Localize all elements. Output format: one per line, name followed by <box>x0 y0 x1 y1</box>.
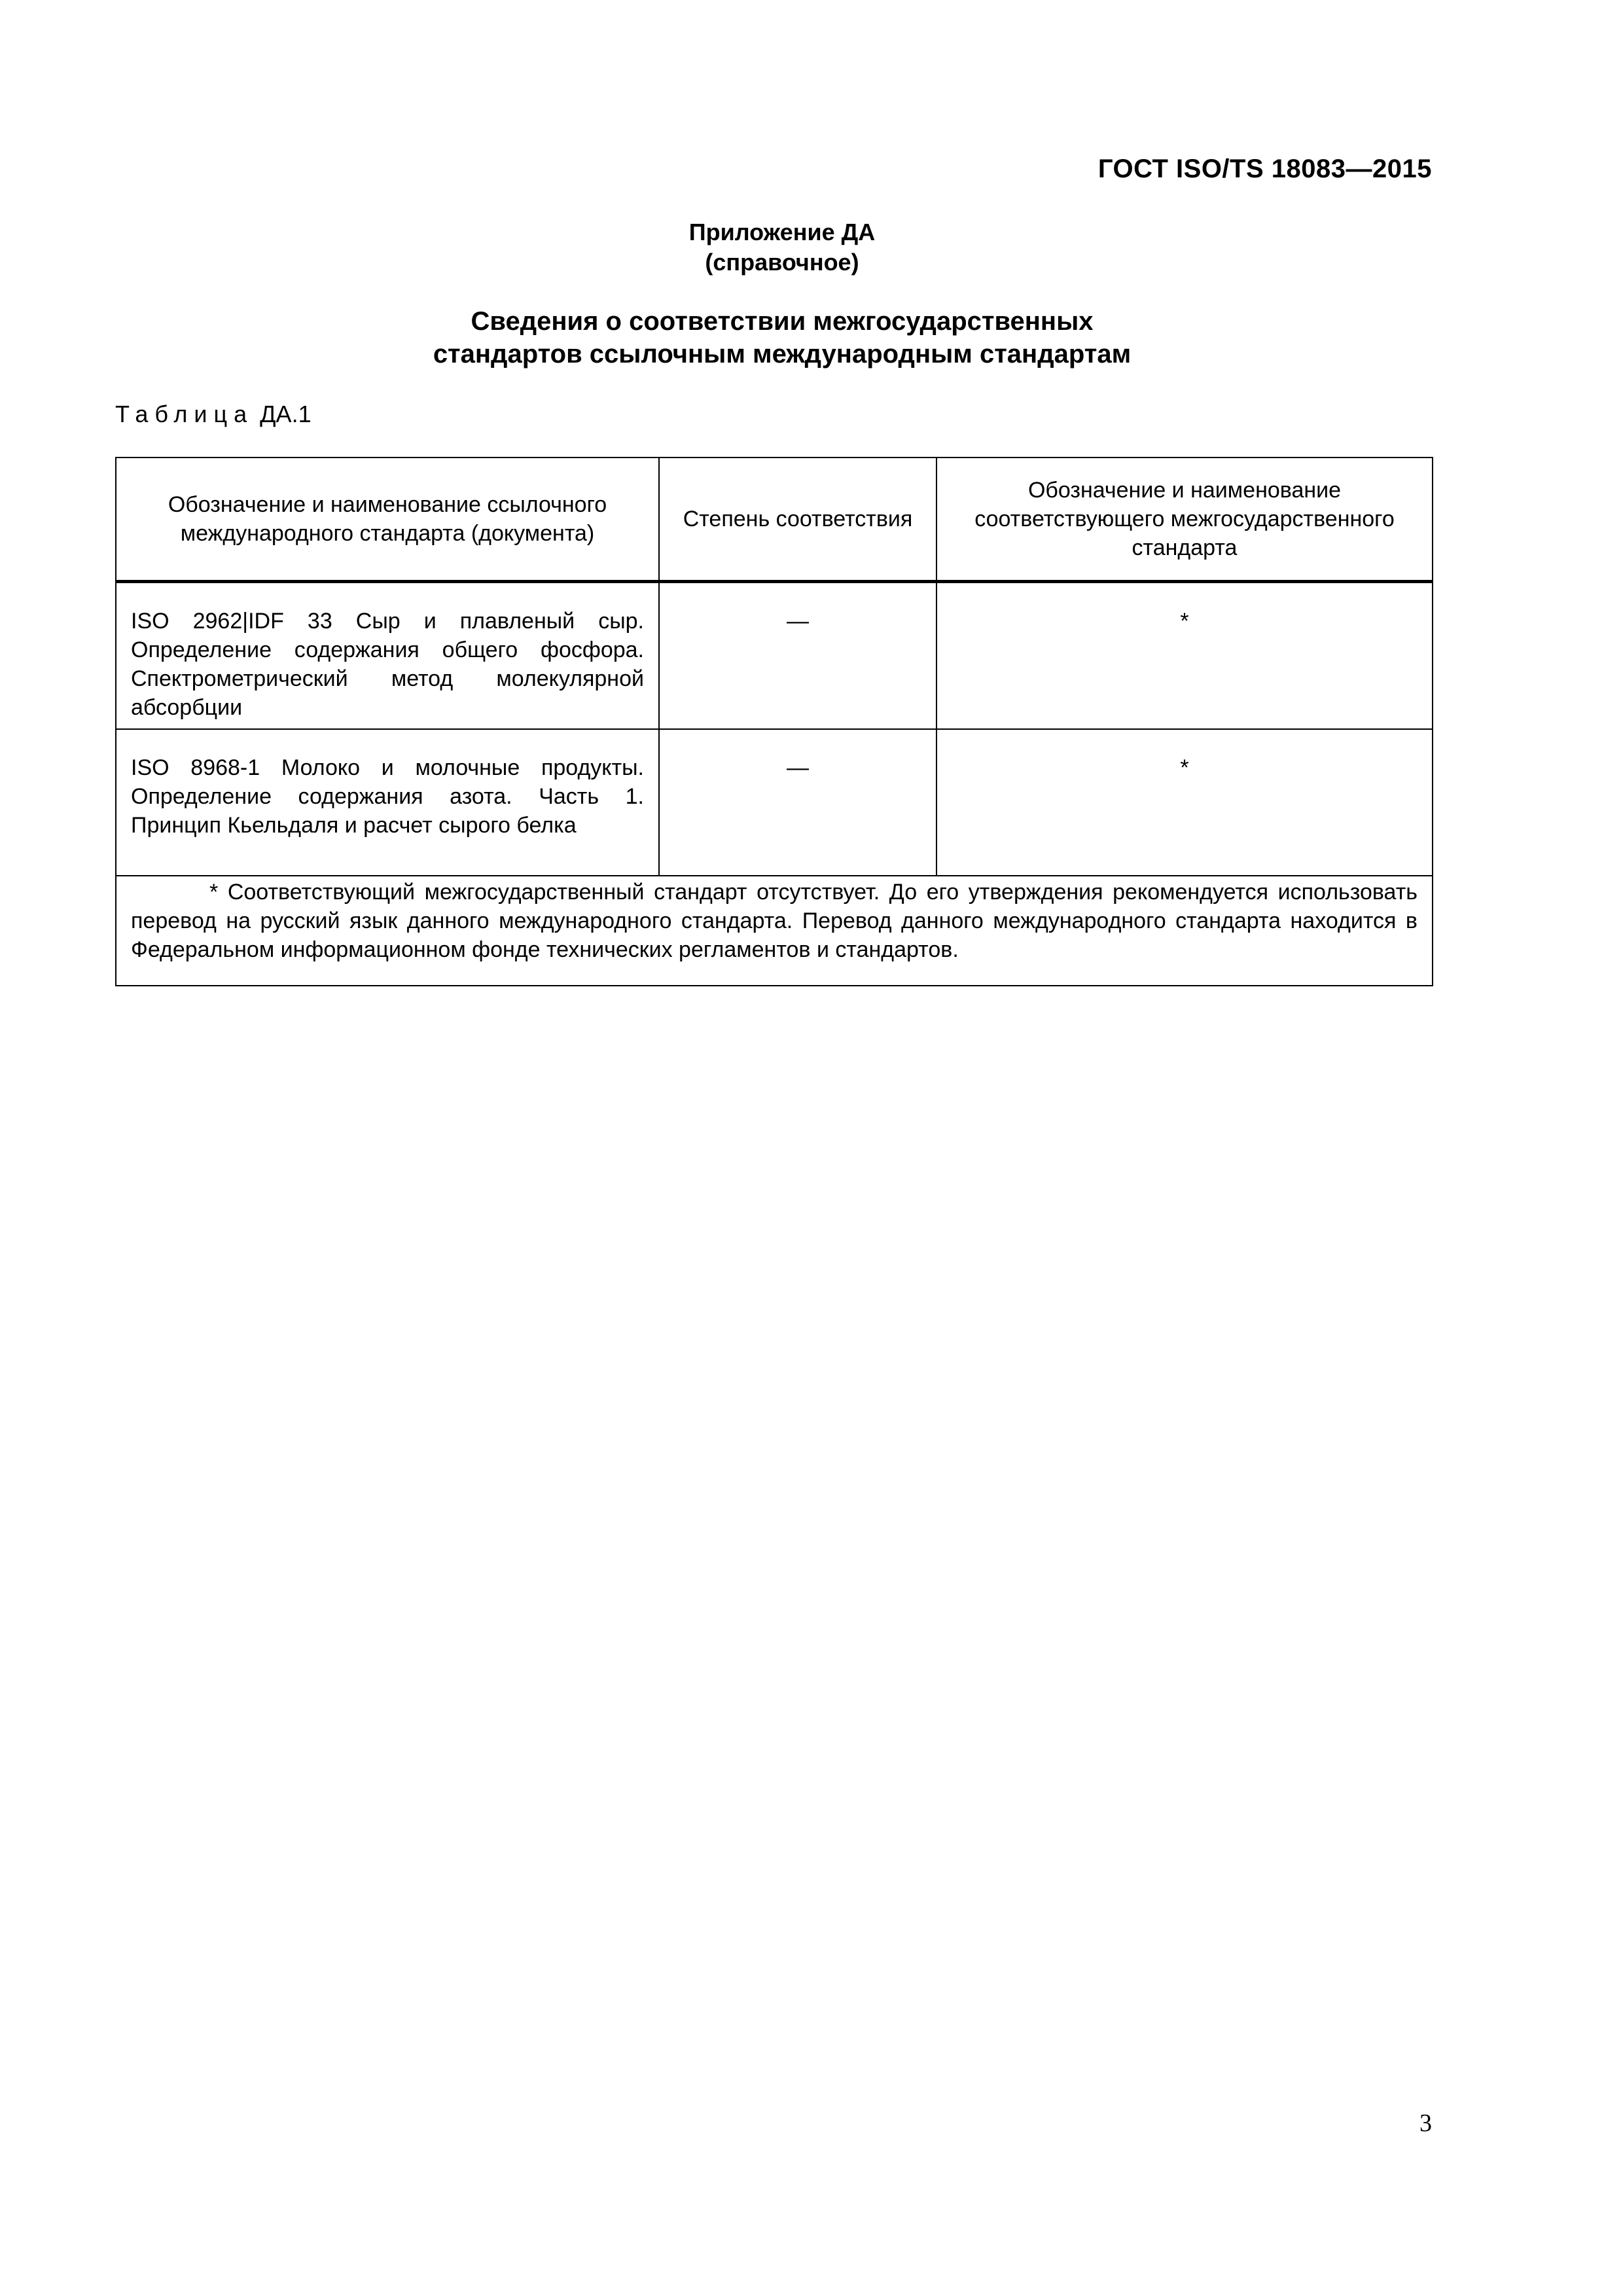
reference-standard-cell: ISO 2962|IDF 33 Сыр и плавленый сыр. Определение содержания общего фосфора. Спектрометрический метод молекулярной абсорбции <box>116 582 659 730</box>
reference-standard-cell: ISO 8968-1 Молоко и молочные продукты. Определение содержания азота. Часть 1. Принцип Кьельдаля и расчет сырого белка <box>116 729 659 876</box>
column-header-reference: Обозначение и наименование ссылочного международного стандарта (документа) <box>116 457 659 582</box>
table-footnote: * Соответствующий межгосударственный стандарт отсутствует. До его утверждения рекомендуется использовать перевод на русский язык данного международного стандарта. Перевод данного международного стандарта находится в Федеральном информационном фонде технических регламентов и стандартов. <box>116 876 1433 986</box>
table-row <box>116 729 1433 876</box>
interstate-standard-cell: * <box>936 729 1433 876</box>
degree-cell: — <box>659 582 936 730</box>
table-label-number: ДА.1 <box>260 401 312 427</box>
annex-title-line-1: Сведения о соответствии межгосударственных <box>471 307 1094 336</box>
interstate-standard-cell: * <box>936 582 1433 730</box>
table-footnote-row <box>116 876 1433 986</box>
table-header-row <box>116 457 1433 582</box>
degree-cell: — <box>659 729 936 876</box>
annex-heading <box>0 217 1564 278</box>
table-label-word: Таблица <box>115 401 254 427</box>
document-code: ГОСТ ISO/TS 18083—2015 <box>1097 154 1432 183</box>
annex-title-line-2: стандартов ссылочным международным стандартам <box>433 340 1132 368</box>
annex-title <box>0 305 1564 370</box>
column-header-degree: Степень соответствия <box>659 457 936 582</box>
table-label <box>115 401 312 428</box>
page-number: 3 <box>1419 2109 1432 2137</box>
annex-kind: (справочное) <box>705 249 859 276</box>
annex-label: Приложение ДА <box>688 219 876 245</box>
correspondence-table <box>115 457 1433 986</box>
column-header-interstate: Обозначение и наименование соответствующего межгосударственного стандарта <box>936 457 1433 582</box>
table-row <box>116 582 1433 730</box>
